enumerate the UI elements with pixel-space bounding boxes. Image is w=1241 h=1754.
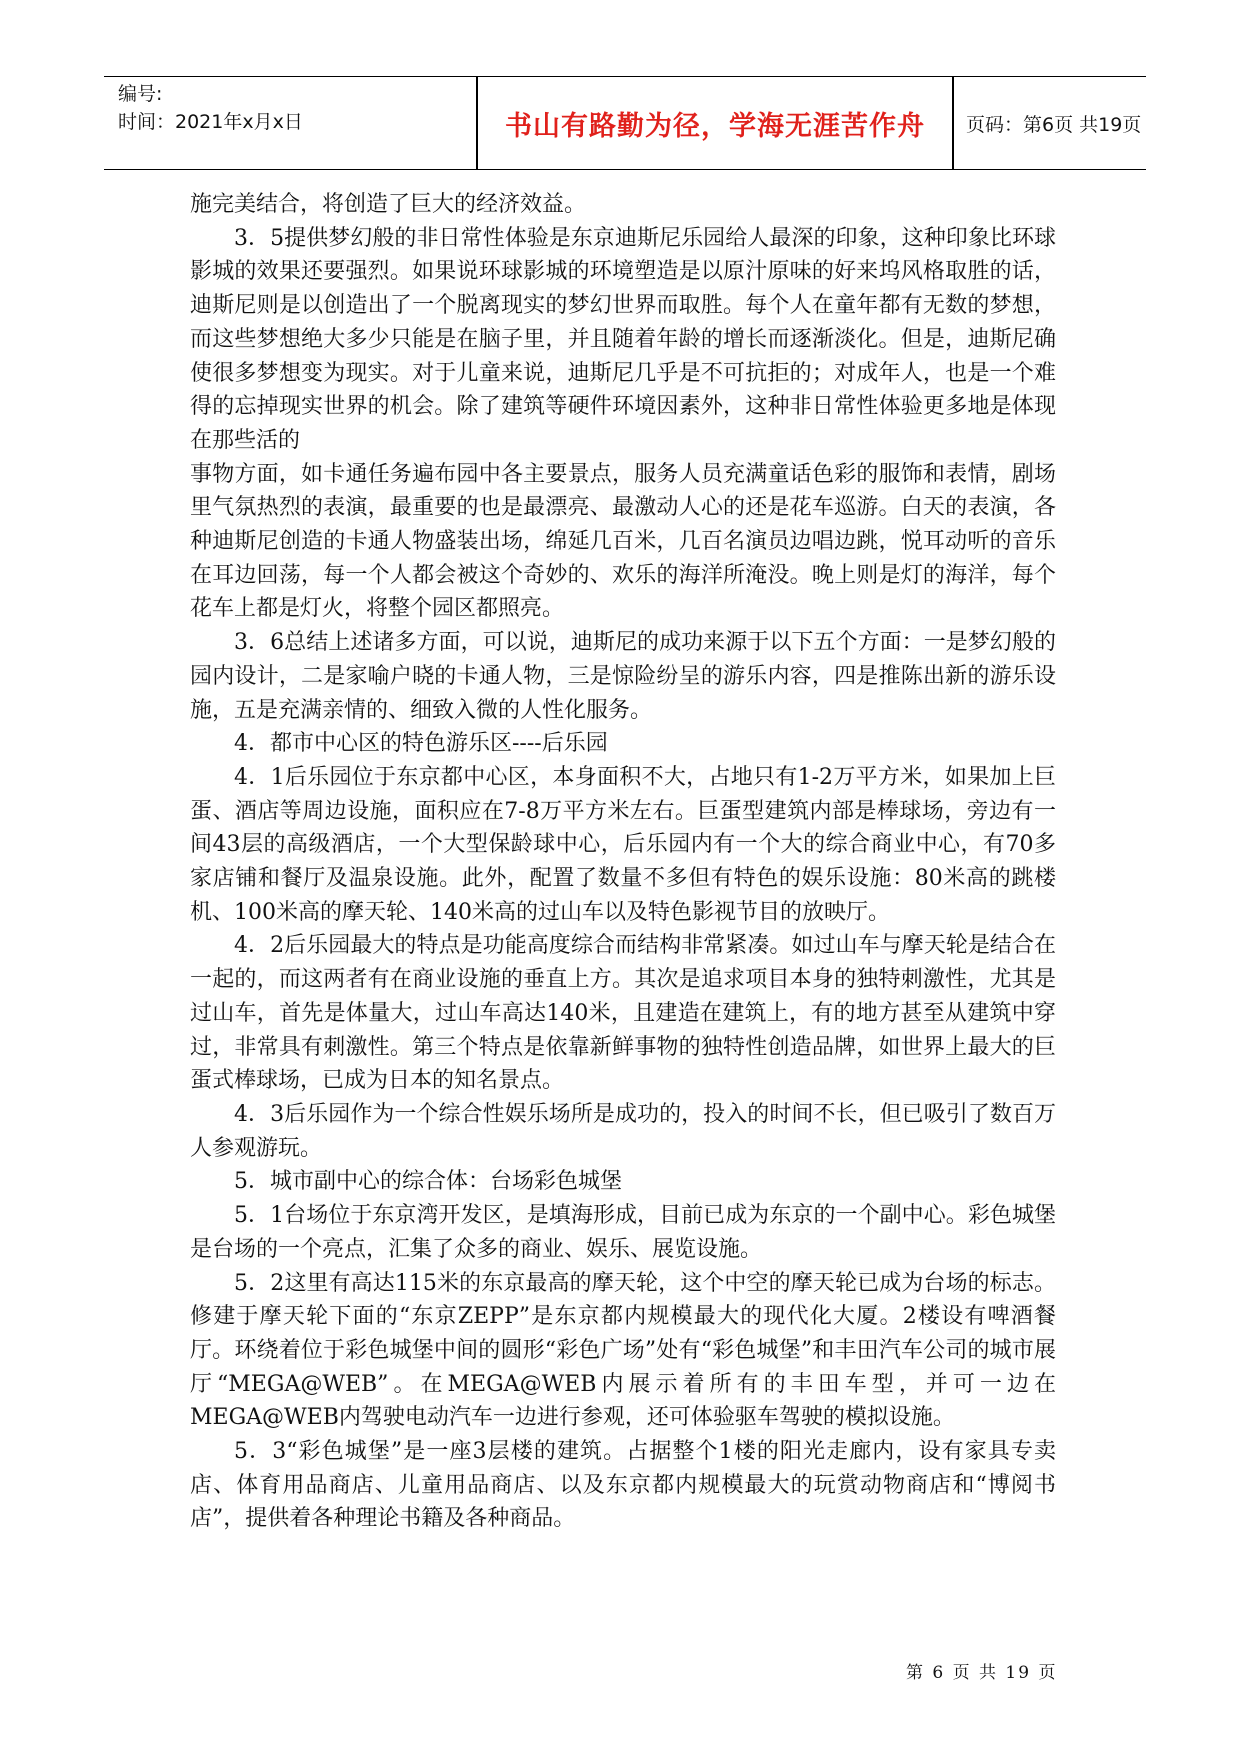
paragraph: 4．3后乐园作为一个综合性娱乐场所是成功的，投入的时间不长，但已吸引了数百万人参观游玩。: [190, 1101, 1056, 1161]
header-motto: 书山有路勤为径，学海无涯苦作舟: [505, 110, 925, 142]
header-meta: [118, 77, 472, 169]
paragraph: 5．2这里有高达115米的东京最高的摩天轮，这个中空的摩天轮已成为台场的标志。修建于摩天轮下面的“东京ZEPP”是东京都内规模最大的现代化大厦。2楼设有啤酒餐厅。环绕着位于彩色城堡中间的圆形“彩色广场”处有“彩色城堡”和丰田汽车公司的城市展厅“MEGA@WEB”。在MEGA@WEB内展示着所有的丰田车型，并可一边在MEGA@WEB内驾驶电动汽车一边进行参观，还可体验驱车驾驶的模拟设施。: [190, 1270, 1056, 1431]
paragraph: 4．1后乐园位于东京都中心区，本身面积不大，占地只有1-2万平方米，如果加上巨蛋、酒店等周边设施，面积应在7-8万平方米左右。巨蛋型建筑内部是棒球场，旁边有一间43层的高级酒店，一个大型保龄球中心，后乐园内有一个大的综合商业中心，有70多家店铺和餐厅及温泉设施。此外，配置了数量不多但有特色的娱乐设施：80米高的跳楼机、100米高的摩天轮、140米高的过山车以及特色影视节目的放映厅。: [190, 764, 1056, 925]
paragraph: 4．2后乐园最大的特点是功能高度综合而结构非常紧凑。如过山车与摩天轮是结合在一起的，而这两者有在商业设施的垂直上方。其次是追求项目本身的独特刺激性，尤其是过山车，首先是体量大，过山车高达140米，且建造在建筑上，有的地方甚至从建筑中穿过，非常具有刺激性。第三个特点是依靠新鲜事物的独特性创造品牌，如世界上最大的巨蛋式棒球场，已成为日本的知名景点。: [190, 933, 1056, 1094]
paragraph: 施完美结合，将创造了巨大的经济效益。: [190, 192, 587, 217]
paragraph: 5．3“彩色城堡”是一座3层楼的建筑。占据整个1楼的阳光走廊内，设有家具专卖店、体育用品商店、儿童用品商店、以及东京都内规模最大的玩赏动物商店和“博阅书店”，提供着各种理论书籍及各种商品。: [190, 1439, 1056, 1532]
number-label: 编号:: [118, 83, 163, 105]
paragraph: 事物方面，如卡通任务遍布园中各主要景点，服务人员充满童话色彩的服饰和表情，剧场里气氛热烈的表演，最重要的也是最漂亮、最激动人心的还是花车巡游。白天的表演，各种迪斯尼创造的卡通人物盛装出场，绵延几百米，几百名演员边唱边跳，悦耳动听的音乐在耳边回荡，每一个人都会被这个奇妙的、欢乐的海洋所淹没。晚上则是灯的海洋，每个花车上都是灯火，将整个园区都照亮。: [190, 461, 1056, 622]
document-body: [190, 188, 1056, 1536]
header-divider: [952, 77, 954, 169]
header-page-number: 页码：第6页 共19页: [966, 113, 1142, 136]
section-heading: 4．都市中心区的特色游乐区----后乐园: [234, 731, 608, 757]
time-label: 时间：2021年x月x日: [118, 111, 303, 133]
page-footer: 第 6 页 共 19 页: [906, 1663, 1058, 1683]
paragraph: 5．1台场位于东京湾开发区，是填海形成，目前已成为东京的一个副中心。彩色城堡是台场的一个亮点，汇集了众多的商业、娱乐、展览设施。: [190, 1203, 1056, 1262]
page-header: [104, 76, 1146, 170]
paragraph: 3．6总结上述诸多方面，可以说，迪斯尼的成功来源于以下五个方面：一是梦幻般的园内设计，二是家喻户晓的卡通人物，三是惊险纷呈的游乐内容，四是推陈出新的游乐设施，五是充满亲情的、细致入微的人性化服务。: [190, 630, 1056, 723]
section-heading: 5．城市副中心的综合体：台场彩色城堡: [234, 1169, 622, 1195]
paragraph: 3．5提供梦幻般的非日常性体验是东京迪斯尼乐园给人最深的印象，这种印象比环球影城的效果还要强烈。如果说环球影城的环境塑造是以原汁原味的好来坞风格取胜的话，迪斯尼则是以创造出了一个脱离现实的梦幻世界而取胜。每个人在童年都有无数的梦想，而这些梦想绝大多少只能是在脑子里，并且随着年龄的增长而逐渐淡化。但是，迪斯尼确使很多梦想变为现实。对于儿童来说，迪斯尼几乎是不可抗拒的；对成年人，也是一个难得的忘掉现实世界的机会。除了建筑等硬件环境因素外，这种非日常性体验更多地是体现在那些活的: [190, 225, 1056, 453]
